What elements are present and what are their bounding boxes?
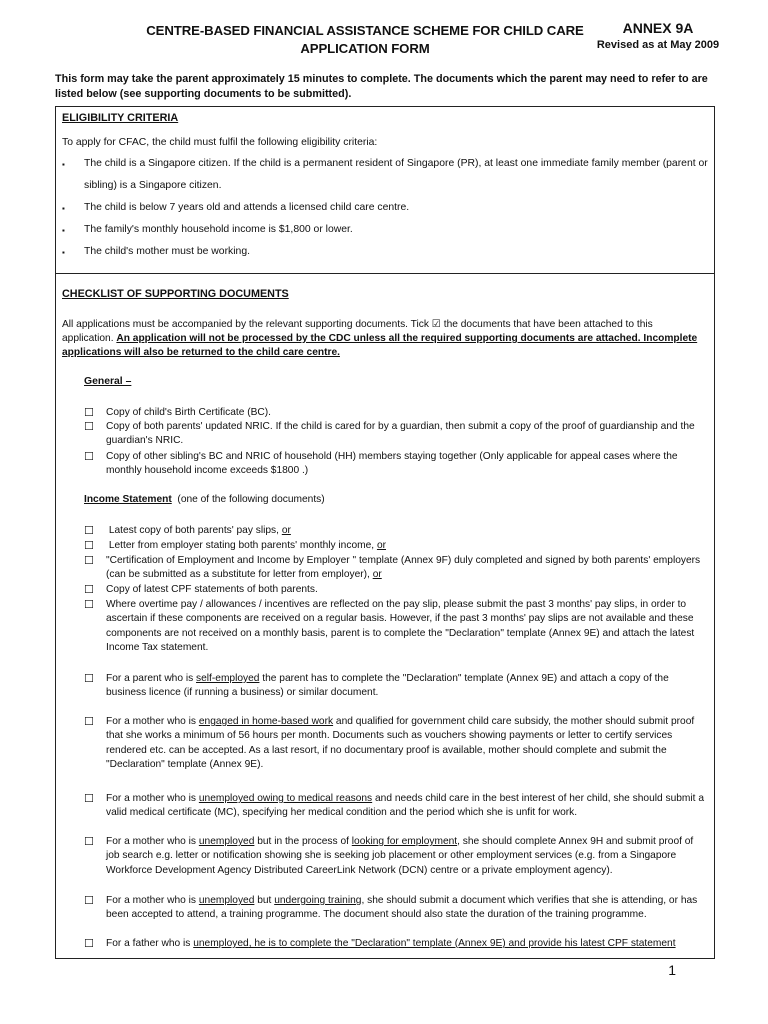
checklist-item: ☐ For a mother who is unemployed but in the process of looking for employment, she should complete Annex 9H and submit proof of job search e.g. letter or notification showing she is seeking job placement or other employment services (e.g. from a Singapore Workforce Development Agency Distributed CareerLink Network (DCN) centre or a private employment agency). [84, 836, 694, 876]
annex-label [596, 20, 720, 54]
form-title-line2: APPLICATION FORM [300, 41, 430, 56]
checkbox-icon[interactable]: ☐ [84, 540, 94, 552]
tick-icon: ☑ [431, 319, 441, 330]
checklist-item: ☐ Copy of other sibling's BC and NRIC of household (HH) members staying together (Only applicable for appeal cases where the monthly household income exceeds $1800 .) [84, 451, 678, 477]
bullet-marker: ▪ [62, 204, 65, 213]
checklist-item: ☐ For a mother who is unemployed owing to medical reasons and needs child care in the best interest of her child, she should submit a valid medical certificate (MC), specifying her medical condition and the period which she is unfit for work. [84, 793, 705, 819]
checklist-item: ☐ For a father who is unemployed, he is to complete the "Declaration" template (Annex 9E) and provide his latest CPF statement [84, 938, 676, 950]
form-title [130, 22, 600, 58]
checkbox-icon[interactable]: ☐ [84, 525, 94, 537]
checklist-item: ☐ For a mother who is engaged in home-based work and qualified for government child care subsidy, the mother should submit proof that she works a minimum of 56 hours per month. Documents such as vouchers showing payments or letter to certify services rendered etc. can be accepted. As a last resort, if no documentary proof is available, mother should complete and submit the "Declaration" template (Annex 9E). [84, 716, 695, 771]
checklist-item: ☐ "Certification of Employment and Income by Employer " template (Annex 9F) duly completed and signed by both parents' employers (can be submitted as a substitute for letter from employer), or [84, 555, 701, 581]
checkbox-icon[interactable]: ☐ [84, 584, 94, 596]
bullet-marker: ▪ [62, 248, 65, 257]
form-title-line1: CENTRE-BASED FINANCIAL ASSISTANCE SCHEME FOR CHILD CARE [146, 23, 584, 38]
checklist-item: ☐ Latest copy of both parents' pay slips, or [84, 525, 291, 537]
eligibility-section: ELIGIBILITY CRITERIA To apply for CFAC, the child must fulfil the following eligibility criteria: ▪ The child is a Singapore citizen. If the child is a permanent resident of Singapore (PR), at least one immediate family member (parent or sibling) is a Singapore citizen. ▪ The child is below 7 years old and attends a licensed child care centre. ▪ The family's monthly household income is $1,800 or lower. ▪ The child's mother must be working. [55, 106, 715, 274]
income-statement-heading: Income Statement (one of the following documents) [84, 494, 325, 505]
checkbox-icon[interactable]: ☐ [84, 555, 94, 567]
checklist-item: ☐ Where overtime pay / allowances / incentives are reflected on the pay slip, please submit the past 3 months' pay slips, in order to ascertain if these components are received on a regular basis. However, if the past 3 months' pay slips are not available and these components are not received on a monthly basis, parent is to complete the "Declaration" template (Annex 9E) and attach the latest Income Tax statement. [84, 599, 695, 654]
checkbox-icon[interactable]: ☐ [84, 716, 94, 728]
checklist-section [55, 272, 715, 959]
checklist-intro: All applications must be accompanied by the relevant supporting documents. Tick ☑ the documents that have been attached to this application. An application will not be processed by the CDC unless all the required supporting documents are attached. Incomplete applications will also be returned to the child care centre. [62, 319, 698, 358]
checklist-item: ☐ For a parent who is self-employed the parent has to complete the "Declaration" template (Annex 9E) and attach a copy of the business licence (if running a business) or similar document. [84, 673, 669, 699]
checklist-item: ☐ For a mother who is unemployed but undergoing training, she should submit a document which verifies that she is attending, or has been accepted to attend, a training programme. The document should also state the duration of the training programme. [84, 895, 698, 921]
general-heading: General – [84, 376, 132, 387]
form-intro: This form may take the parent approximately 15 minutes to complete. The documents which the parent may need to refer to are listed below (see supporting documents to be submitted). [55, 73, 708, 100]
bullet-marker: ▪ [62, 160, 65, 169]
checkbox-icon[interactable]: ☐ [84, 895, 94, 907]
page-number: 1 [668, 962, 676, 978]
checkbox-icon[interactable]: ☐ [84, 407, 94, 419]
bullet-marker: ▪ [62, 226, 65, 235]
checklist-item: ☐ Copy of child's Birth Certificate (BC). [84, 407, 271, 419]
checkbox-icon[interactable]: ☐ [84, 793, 94, 805]
checklist-warning: An application will not be processed by the CDC unless all the required supporting documents are attached. Incomplete applications will also be returned to the child care centre. [62, 333, 698, 358]
checkbox-icon[interactable]: ☐ [84, 451, 94, 463]
checkbox-icon[interactable]: ☐ [84, 421, 94, 433]
eligibility-heading: ELIGIBILITY CRITERIA [62, 112, 179, 124]
revision-date: Revised as at May 2009 [596, 39, 720, 51]
checkbox-icon[interactable]: ☐ [84, 938, 94, 950]
checkbox-icon[interactable]: ☐ [84, 599, 94, 611]
checklist-heading: CHECKLIST OF SUPPORTING DOCUMENTS [62, 288, 289, 300]
checklist-item: ☐ Copy of both parents' updated NRIC. If the child is cared for by a guardian, then submit a copy of the proof of guardianship and the guardian's NRIC. [84, 421, 695, 447]
checkbox-icon[interactable]: ☐ [84, 836, 94, 848]
checklist-item: ☐ Letter from employer stating both parents' monthly income, or [84, 540, 386, 552]
eligibility-lead: To apply for CFAC, the child must fulfil the following eligibility criteria: [62, 137, 378, 148]
annex-title: ANNEX 9A [622, 20, 694, 36]
checklist-item: ☐ Copy of latest CPF statements of both parents. [84, 584, 318, 596]
checkbox-icon[interactable]: ☐ [84, 673, 94, 685]
